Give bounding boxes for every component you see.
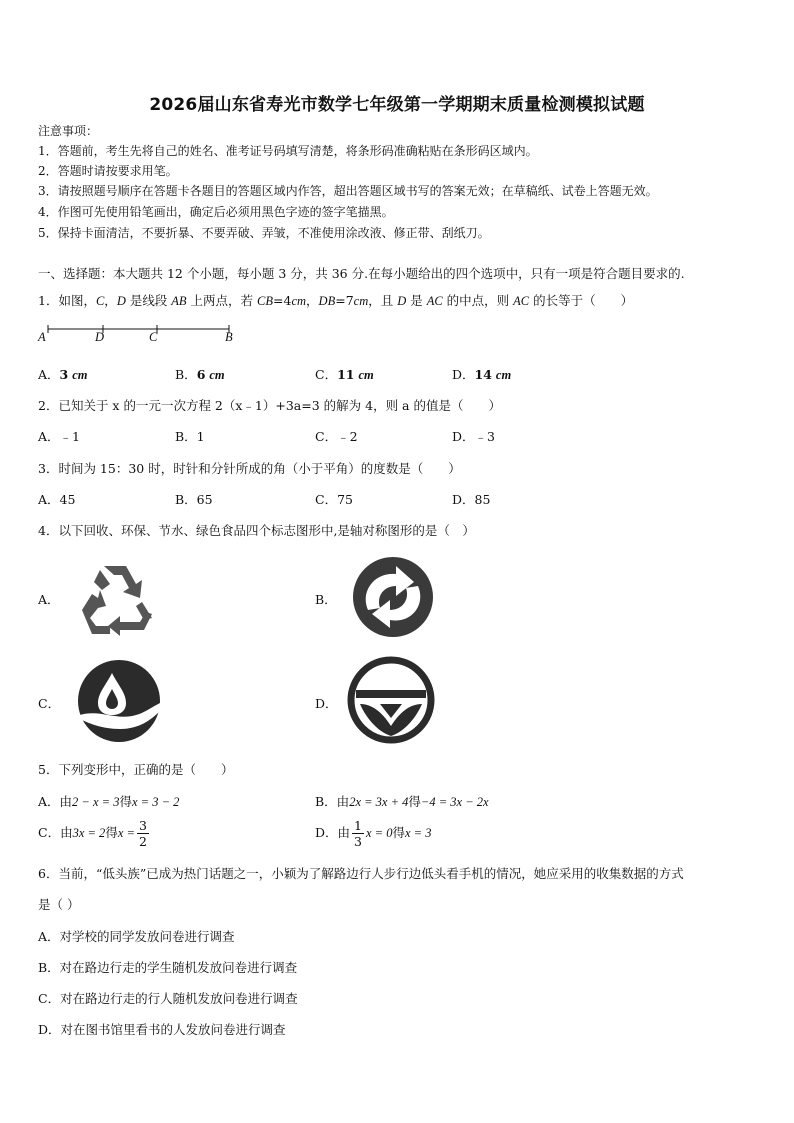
circular-arrow-icon [350,556,436,638]
question-3-stem: 3．时间为 15：30 时，时针和分针所成的角（小于平角）的度数是（ ） [38,461,461,476]
point-label-c: C [149,330,158,344]
q5-option-c[interactable]: C．由3x = 2得x = $\frac{3}{2}$ [38,818,147,849]
point-label-a: A [38,330,46,344]
q5-option-a[interactable]: A．由2 − x = 3得x = 3 − 2 [38,794,180,809]
q5-option-d[interactable]: D．由 $\frac{1}{3}$ x = 0得x = 3 [315,818,432,849]
segment-figure [36,320,246,348]
q4-option-a[interactable]: A． [38,592,60,607]
q4-option-d[interactable]: D． [315,696,338,711]
question-6-stem-line1: 6．当前，“低头族”已成为热门话题之一，小颖为了解路边行人步行边低头看手机的情况，她应采用的收集数据的方式 [38,866,684,881]
q6-option-c[interactable]: C．对在路边行走的行人随机发放问卷进行调查 [38,991,298,1006]
q5-option-b[interactable]: B．由2x = 3x + 4得−4 = 3x − 2x [315,794,489,809]
q6-option-b[interactable]: B．对在路边行走的学生随机发放问卷进行调查 [38,960,298,975]
notice-item: 1．答题前，考生先将自己的姓名、准考证号码填写清楚，将条形码准确粘贴在条形码区域内。 [38,144,538,158]
green-food-icon [346,656,436,744]
question-2-stem: 2．已知关于 x 的一元一次方程 2（x﹣1）+3a=3 的解为 4，则 a 的值是（ ） [38,398,501,413]
question-6-stem-line2: 是（ ） [38,897,80,912]
question-5-stem: 5．下列变形中，正确的是（ ） [38,762,234,777]
q1-option-b[interactable]: B．6 cm [175,367,225,382]
notice-item: 4．作图可先使用铅笔画出，确定后必须用黑色字迹的签字笔描黑。 [38,205,394,219]
q2-option-a[interactable]: A．﹣1 [38,429,80,444]
recycle-icon [76,560,158,638]
q4-option-c[interactable]: C． [38,696,61,711]
q2-option-d[interactable]: D．﹣3 [452,429,495,444]
question-1-stem: 1．如图，C，D 是线段 AB 上两点，若 CB=4cm，DB=7cm，且 D 是 AC 的中点，则 AC 的长等于（ ） [38,293,634,308]
notice-item: 2．答题时请按要求用笔。 [38,164,178,178]
q6-option-a[interactable]: A．对学校的同学发放问卷进行调查 [38,929,235,944]
q3-option-a[interactable]: A．45 [38,492,76,507]
q2-option-c[interactable]: C．﹣2 [315,429,358,444]
q1-option-d[interactable]: D．14 cm [452,367,512,382]
point-label-d: D [95,330,105,344]
q1-option-c[interactable]: C．11 cm [315,367,374,382]
question-4-stem: 4．以下回收、环保、节水、绿色食品四个标志图形中,是轴对称图形的是（ ） [38,523,475,538]
q1-option-a[interactable]: A．3 cm [38,367,88,382]
q2-option-b[interactable]: B．1 [175,429,205,444]
q4-option-b[interactable]: B． [315,592,337,607]
notice-heading: 注意事项： [38,124,99,138]
notice-item: 5．保持卡面清洁，不要折暴、不要弄破、弄皱，不准使用涂改液、修正带、刮纸刀。 [38,226,490,240]
section-heading: 一、选择题：本大题共 12 个小题，每小题 3 分，共 36 分.在每小题给出的四个选项中，只有一项是符合题目要求的. [38,266,685,281]
q3-option-c[interactable]: C．75 [315,492,353,507]
q3-option-b[interactable]: B．65 [175,492,213,507]
water-saving-icon [76,659,162,743]
q3-option-d[interactable]: D．85 [452,492,491,507]
page-title: 2026届山东省寿光市数学七年级第一学期期末质量检测模拟试题 [149,95,645,115]
point-label-b: B [225,330,233,344]
notice-item: 3．请按照题号顺序在答题卡各题目的答题区域内作答，超出答题区域书写的答案无效；在草稿纸、试卷上答题无效。 [38,184,658,198]
q6-option-d[interactable]: D．对在图书馆里看书的人发放问卷进行调查 [38,1022,286,1037]
